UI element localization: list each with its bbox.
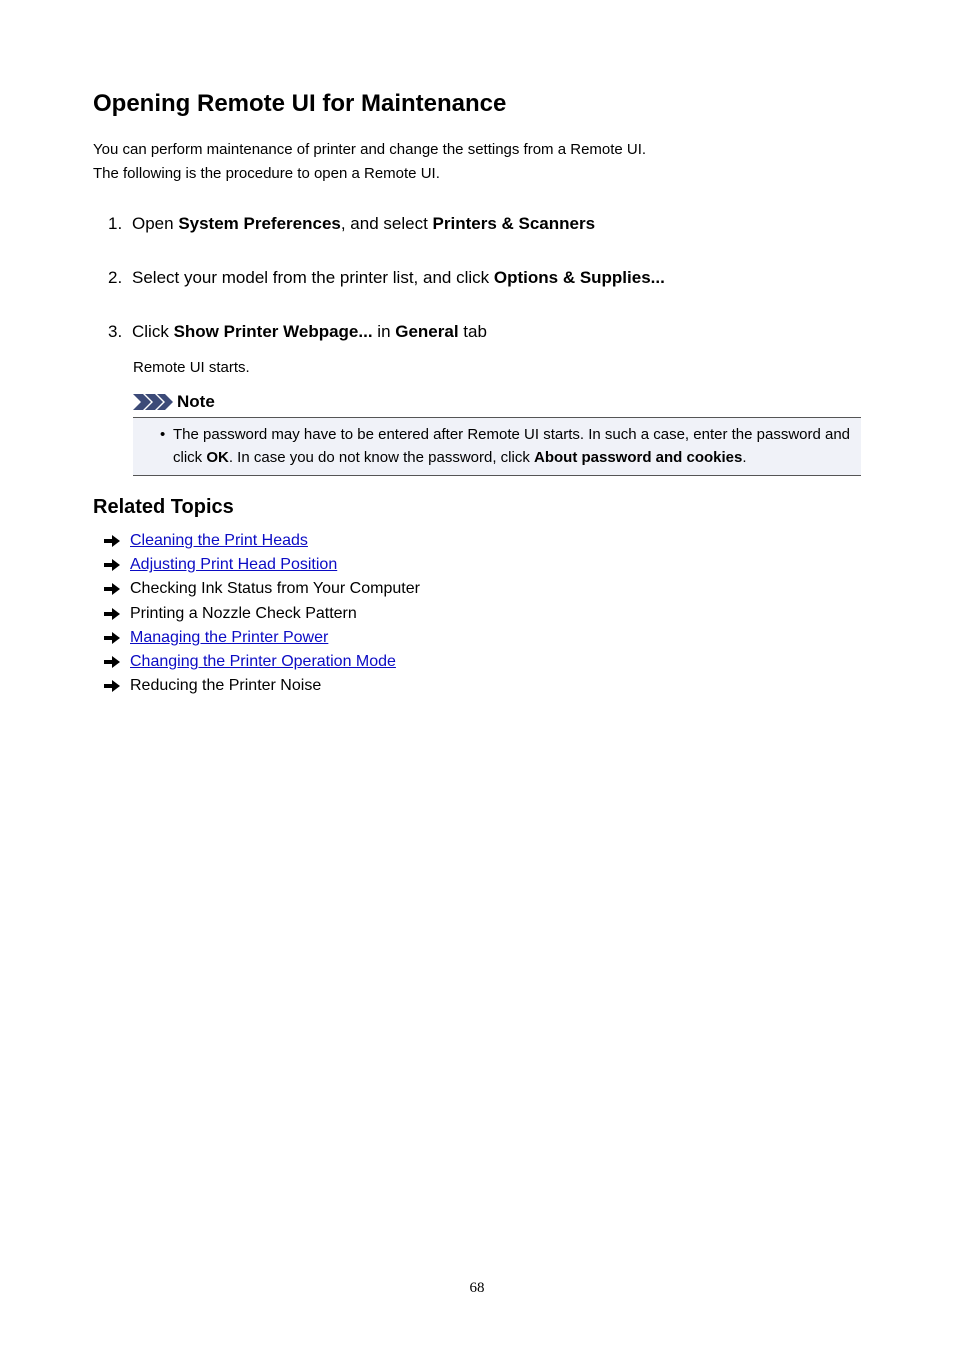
step-number: 1. bbox=[108, 214, 123, 233]
step-1 bbox=[108, 212, 595, 236]
step-number: 2. bbox=[108, 268, 123, 287]
page-title: Opening Remote UI for Maintenance bbox=[93, 90, 507, 117]
step-3 bbox=[108, 320, 487, 344]
related-topic-item[interactable] bbox=[104, 626, 420, 650]
step-2 bbox=[108, 266, 665, 290]
step-bold: General bbox=[395, 322, 459, 341]
note-text-part: . bbox=[742, 449, 747, 466]
related-topic-link[interactable]: Adjusting Print Head Position bbox=[130, 556, 338, 574]
related-topic-item bbox=[104, 577, 420, 601]
related-topic-item bbox=[104, 602, 420, 626]
step-text: Click bbox=[132, 322, 174, 341]
note-bullet: • bbox=[160, 426, 166, 443]
related-topic-link[interactable]: Changing the Printer Operation Mode bbox=[130, 653, 396, 671]
note-text-part: The password may have to be entered after Remote UI starts. In such a case, enter the password and click bbox=[173, 426, 851, 466]
related-topic-link[interactable]: Cleaning the Print Heads bbox=[130, 532, 308, 550]
step-result: Remote UI starts. bbox=[133, 359, 250, 376]
related-topic-item[interactable] bbox=[104, 650, 420, 674]
right-arrow-icon bbox=[104, 656, 120, 668]
step-bold: Options & Supplies... bbox=[493, 268, 665, 287]
note-chevrons-icon bbox=[133, 394, 173, 410]
note-label: Note bbox=[177, 392, 215, 411]
step-number: 3. bbox=[108, 322, 123, 341]
note-bold: OK bbox=[206, 449, 229, 466]
step-text: Select your model from the printer list, and click bbox=[132, 268, 494, 287]
step-text: in bbox=[372, 322, 396, 341]
page-number: 68 bbox=[469, 1280, 485, 1296]
right-arrow-icon bbox=[104, 608, 120, 620]
step-bold: Show Printer Webpage... bbox=[173, 322, 373, 341]
note-box bbox=[133, 417, 861, 476]
note-bold: About password and cookies bbox=[534, 449, 743, 466]
step-text: tab bbox=[458, 322, 487, 341]
related-topic-item[interactable] bbox=[104, 529, 420, 553]
note-text bbox=[173, 423, 855, 469]
intro-line-2: The following is the procedure to open a Remote UI. bbox=[93, 165, 440, 182]
note-header bbox=[133, 389, 215, 415]
intro-line-1: You can perform maintenance of printer and change the settings from a Remote UI. bbox=[93, 141, 647, 158]
step-text: Open bbox=[132, 214, 179, 233]
note-text-part: . In case you do not know the password, click bbox=[228, 449, 534, 466]
right-arrow-icon bbox=[104, 680, 120, 692]
related-topics-title: Related Topics bbox=[93, 496, 234, 518]
step-bold: System Preferences bbox=[178, 214, 341, 233]
related-topic-item[interactable] bbox=[104, 553, 420, 577]
related-topics-list bbox=[104, 529, 420, 698]
right-arrow-icon bbox=[104, 535, 120, 547]
step-bold: Printers & Scanners bbox=[432, 214, 596, 233]
related-topic-label: Printing a Nozzle Check Pattern bbox=[130, 604, 357, 622]
right-arrow-icon bbox=[104, 583, 120, 595]
related-topic-link[interactable]: Managing the Printer Power bbox=[130, 628, 329, 646]
intro-text bbox=[93, 138, 646, 186]
right-arrow-icon bbox=[104, 559, 120, 571]
related-topic-item bbox=[104, 674, 420, 698]
right-arrow-icon bbox=[104, 632, 120, 644]
related-topic-label: Checking Ink Status from Your Computer bbox=[130, 580, 420, 598]
step-text: , and select bbox=[340, 214, 433, 233]
related-topic-label: Reducing the Printer Noise bbox=[130, 677, 322, 695]
